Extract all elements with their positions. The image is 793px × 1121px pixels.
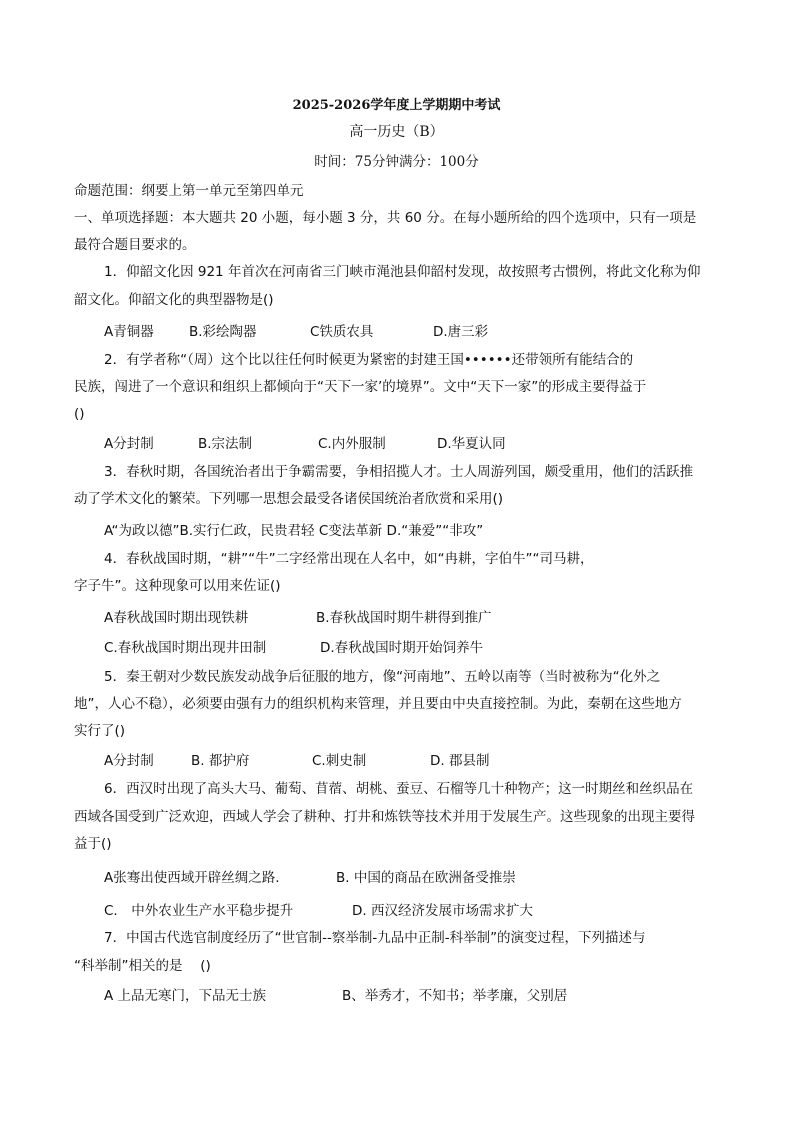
q3-stem-line2: 动了学术文化的繁荣。下列哪一思想会最受各诸侯国统治者欣赏和采用() <box>74 491 504 507</box>
q3-stem-line1: 3．春秋时期，各国统治者出于争霸需要，争相招揽人才。士人周游列国，颇受重用，他们的活跃推 <box>104 464 694 480</box>
q1-option-a: A青铜器 <box>104 324 154 340</box>
q6-stem-line2: 西域各国受到广泛欢迎，西域人学会了耕种、打井和炼铁等技术并用于发展生产。这些现象的出现主要得 <box>74 809 695 825</box>
q4-stem-line2: 字子牛”。这种现象可以用来佐证() <box>74 578 281 594</box>
q5-option-c: C.刺史制 <box>312 753 367 769</box>
q7-option-b: B、举秀才，不知书；举孝廉，父别居 <box>342 988 568 1004</box>
q6-option-c: C. 中外农业生产水平稳步提升 <box>104 903 294 919</box>
q2-stem-line2: 民族，闯进了一个意识和组织上都倾向于“天下一家’的境界”。文中“天下一家”的形成主要得益于 <box>74 379 647 395</box>
q1-stem-line1: 1．仰韶文化因 921 年首次在河南省三门峡市渑池县仰韶村发现，故按照考古惯例，将此文化称为仰 <box>104 264 701 280</box>
q2-stem-line1: 2．有学者称“（周）这个比以往任何时候更为紧密的封建王国••••••还带领所有能结合的 <box>104 352 634 368</box>
q4-option-b: B.春秋战国时期牛耕得到推广 <box>316 610 492 626</box>
q2-stem-line3: () <box>74 406 85 422</box>
q5-option-d: D. 郡县制 <box>430 753 490 769</box>
q1-option-c: C铁质农具 <box>310 324 374 340</box>
q2-option-d: D.华夏认同 <box>437 436 506 452</box>
q6-option-b: B. 中国的商品在欧洲备受推崇 <box>336 870 516 886</box>
exam-scope: 命题范围：纲要上第一单元至第四单元 <box>74 183 304 199</box>
q7-option-a: A 上品无寒门，下品无士族 <box>104 988 267 1004</box>
q5-stem-line1: 5．秦王朝对少数民族发动战争后征服的地方，像“河南地”、五岭以南等（当时被称为“化外之 <box>104 669 661 685</box>
q4-option-a: A春秋战国时期出现铁耕 <box>104 610 249 626</box>
q6-stem-line1: 6．西汉时出现了高头大马、葡萄、苜蓿、胡桃、蚕豆、石榴等几十种物产；这一时期丝和丝织品在 <box>104 781 694 797</box>
exam-time-score: 时间：75分钟满分：100分 <box>314 154 479 170</box>
exam-title: 2025-2026学年度上学期期中考试 <box>292 98 501 113</box>
q2-option-b: B.宗法制 <box>198 436 253 452</box>
q3-options: A“为政以德”B.实行仁政，民贵君轻 C变法革新 D.“兼爱”“非攻” <box>104 523 484 539</box>
q5-option-b: B. 都护府 <box>191 753 250 769</box>
q2-option-a: A分封制 <box>104 436 154 452</box>
q1-option-b: B.彩绘陶器 <box>189 324 257 340</box>
q6-option-d: D. 西汉经济发展市场需求扩大 <box>352 903 533 919</box>
q1-option-d: D.唐三彩 <box>433 324 489 340</box>
q4-stem-line1: 4．春秋战国时期，“耕”“牛”二字经常出现在人名中，如“冉耕，字伯牛”“司马耕， <box>104 551 594 567</box>
q5-stem-line3: 实行了() <box>74 723 126 739</box>
q7-stem-line2: “科举制”相关的是 () <box>74 958 211 974</box>
q6-option-a: A张骞出使西域开辟丝绸之路. <box>104 870 280 886</box>
q1-stem-line2: 韶文化。仰韶文化的典型器物是() <box>74 292 274 308</box>
q7-stem-line1: 7．中国古代选官制度经历了“世官制--察举制-九品中正制-科举制”的演变过程，下列描述与 <box>104 930 646 946</box>
q5-option-a: A分封制 <box>104 753 154 769</box>
q6-stem-line3: 益于() <box>74 836 112 852</box>
exam-subject: 高一历史（B） <box>349 124 444 140</box>
q4-option-c: C.春秋战国时期出现井田制 <box>104 640 267 656</box>
section-heading-line2: 最符合题目要求的。 <box>74 237 196 253</box>
q4-option-d: D.春秋战国时期开始饲养牛 <box>320 640 484 656</box>
q5-stem-line2: 地”，人心不稳），必须要由强有力的组织机构来管理，并且要由中央直接控制。为此，秦朝在这些地方 <box>74 696 682 712</box>
section-heading-line1: 一、单项选择题：本大题共 20 小题，每小题 3 分，共 60 分。在每小题所给的四个选项中，只有一项是 <box>74 210 697 226</box>
q2-option-c: C.内外服制 <box>318 436 386 452</box>
